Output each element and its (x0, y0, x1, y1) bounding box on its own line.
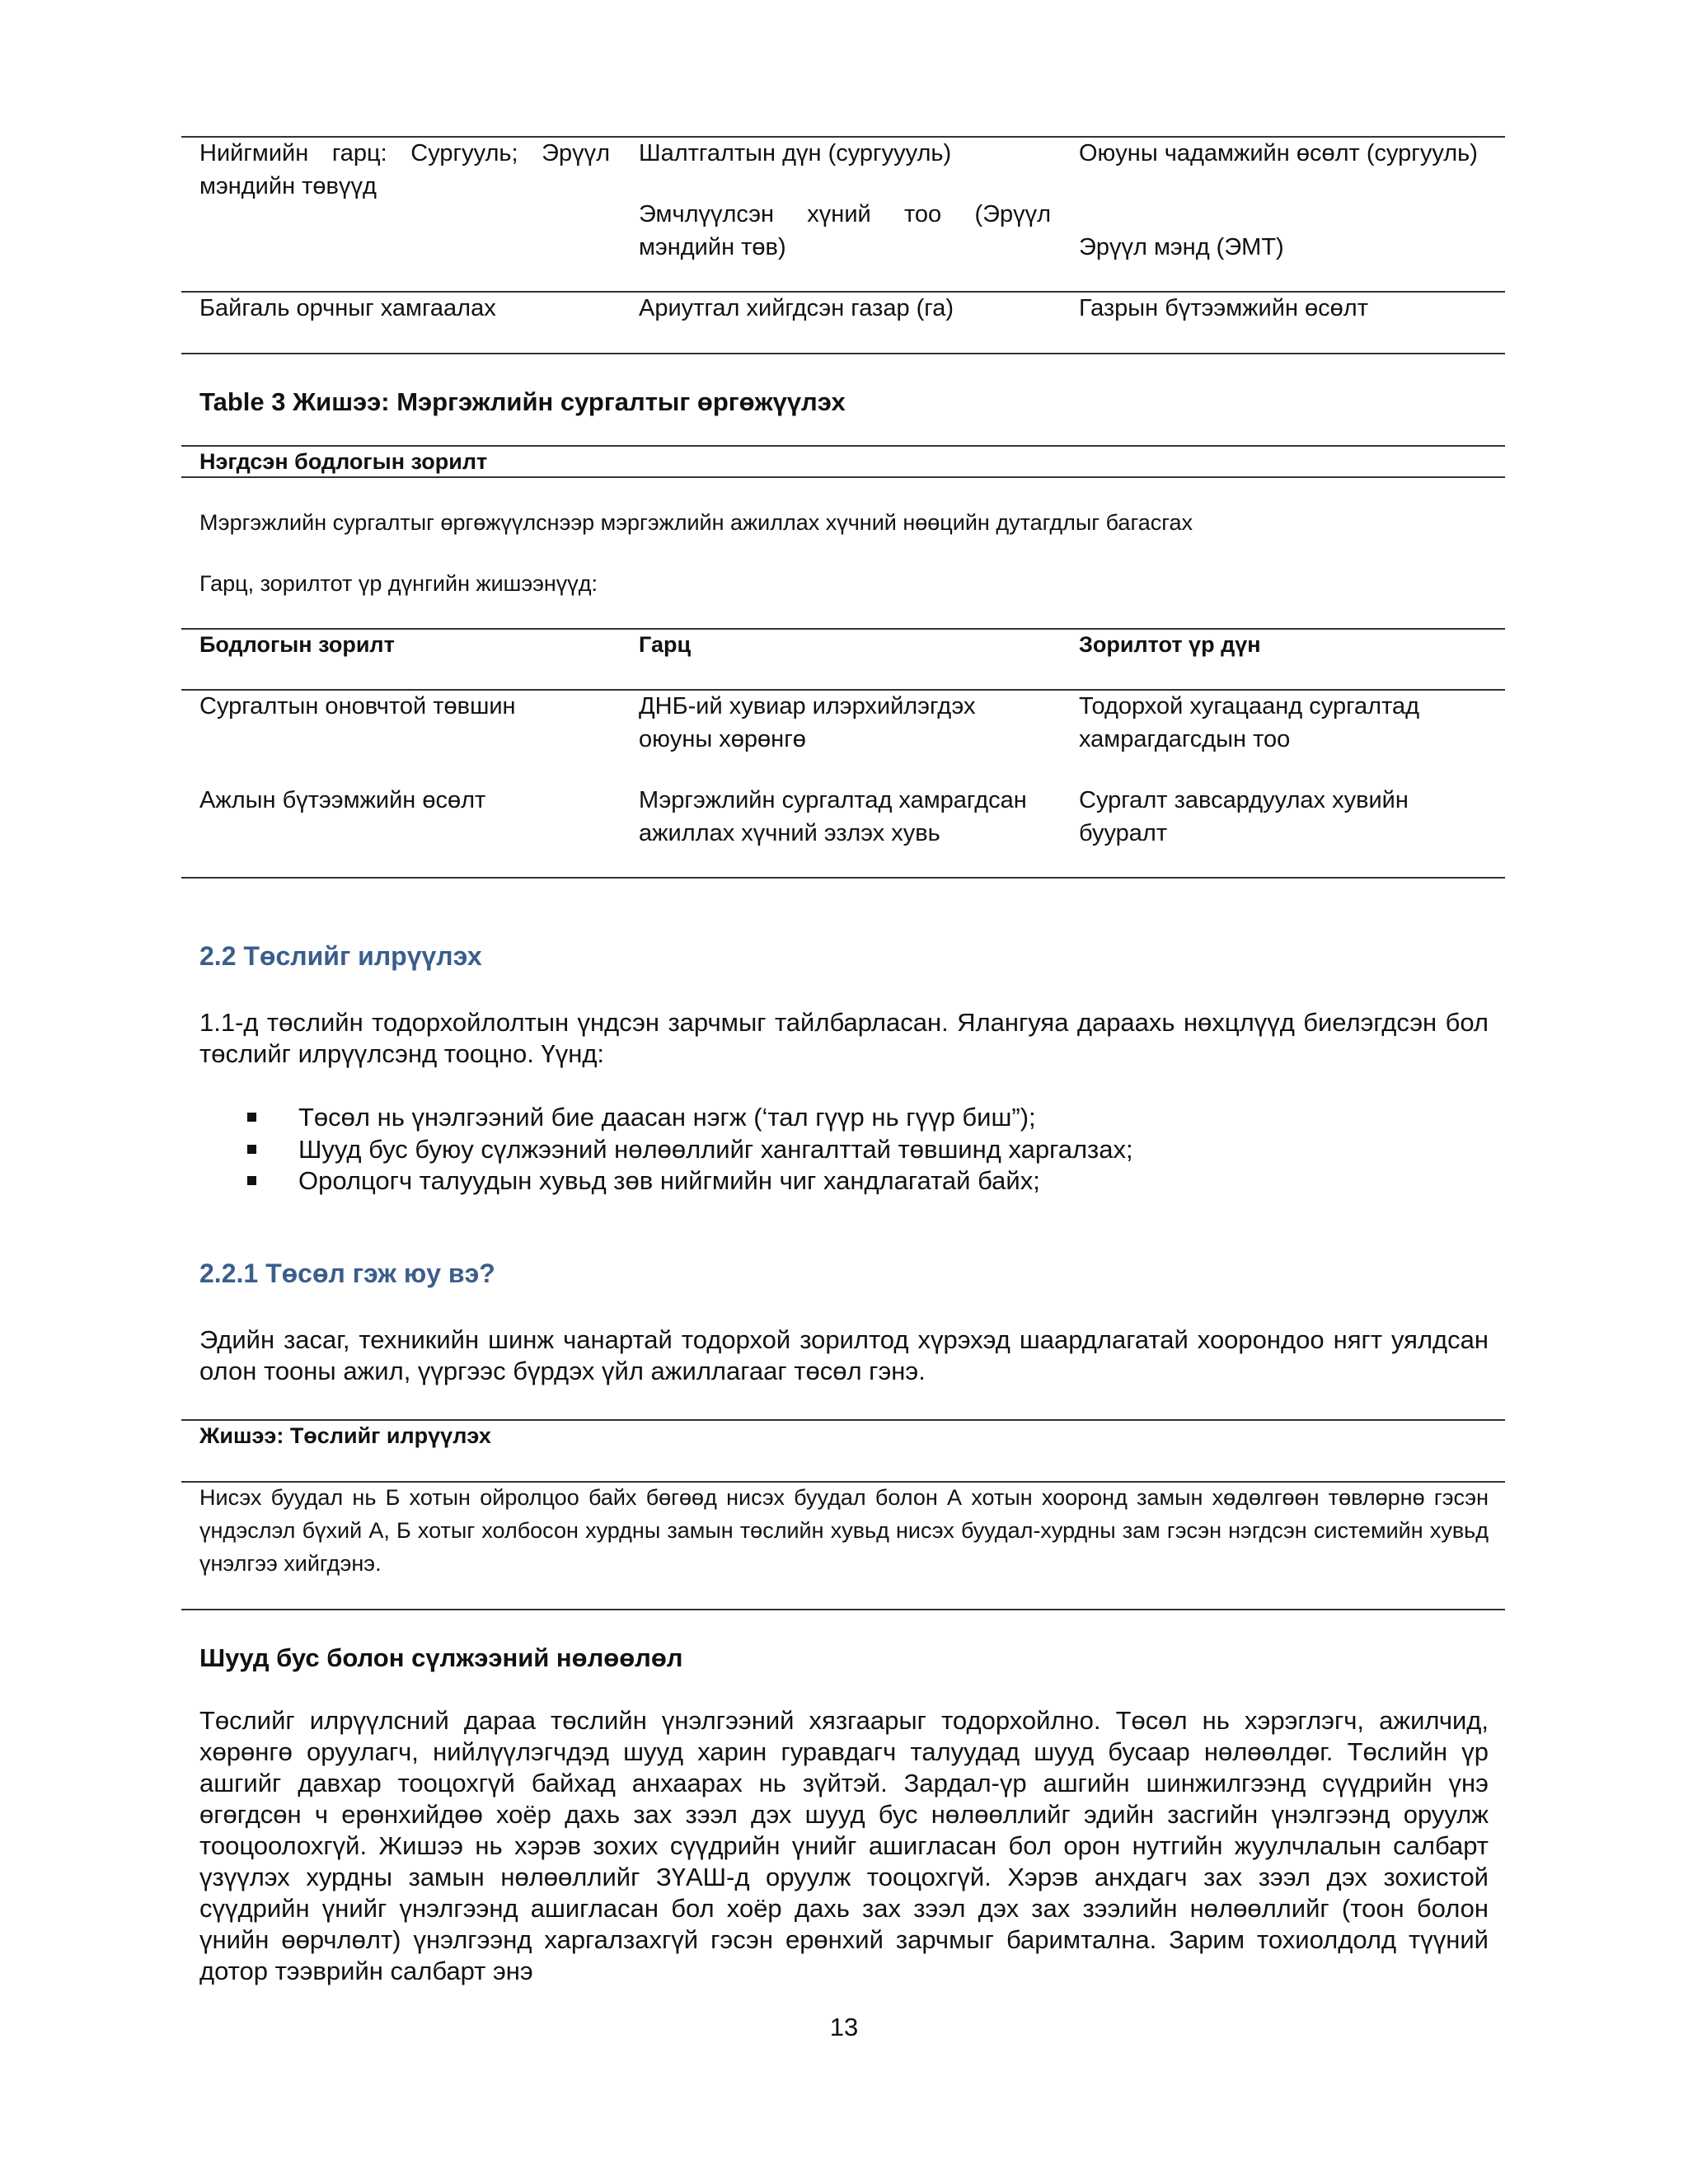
table3-col-header: Гарц (639, 632, 692, 657)
table-cell: Газрын бүтээмжийн өсөлт (1079, 295, 1368, 321)
table-cell: Ариутгал хийгдсэн газар (га) (639, 295, 954, 321)
bullet-icon (247, 1176, 256, 1185)
page-number: 13 (829, 2013, 859, 2041)
example-title: Жишээ: Төслийг илрүүлэх (199, 1423, 491, 1448)
example-text: Нисэх буудал нь Б хотын ойролцоо байх бөгөөд нисэх буудал болон А хотын хооронд замын хөдөлгөөн төвлөрнө гэсэн үндэслэл бүхий А, Б хотыг холбосон хурдны замын төслийн хувьд нисэх буудал-хурдны зам гэсэн нэгдсэн системийн хувьд үнэлгээ хийгдэнэ. (199, 1485, 1489, 1576)
table-cell: Оюуны чадамжийн өсөлт (сургууль) (1079, 140, 1478, 166)
table-cell: Эрүүл мэнд (ЭМТ) (1079, 234, 1284, 260)
bullet-icon (247, 1145, 256, 1154)
table-cell: Байгаль орчныг хамгаалах (199, 295, 496, 321)
table-cell: Шалтгалтын дүн (сургуууль) (639, 140, 952, 166)
list-item-text: Оролцогч талуудын хувьд зөв нийгмийн чиг хандлагатай байх; (298, 1166, 1040, 1195)
section-paragraph: 1.1-д төслийн тодорхойлолтын үндсэн зарчмыг тайлбарласан. Ялангуяа дараахь нөхцлүүд биелэгдсэн бол төслийг илрүүлсэнд тооцно. Үүнд: (199, 1008, 1489, 1068)
table3-cell: ДНБ-ий хувиар илэрхийлэгдэх оюуны хөрөнгө (639, 693, 976, 752)
table-bottom-rule (181, 353, 1505, 354)
table3-goal-header: Нэгдсэн бодлогын зорилт (199, 449, 488, 474)
section-heading: 2.2 Төслийг илрүүлэх (199, 941, 482, 971)
section-heading: 2.2.1 Төсөл гэж юу вэ? (199, 1258, 495, 1288)
table3-cell: Мэргэжлийн сургалтад хамрагдсан ажиллах хүчний эзлэх хувь (639, 787, 1027, 846)
bullet-icon (247, 1113, 256, 1122)
section-paragraph: Төслийг илрүүлсний дараа төслийн үнэлгээний хязгаарыг тодорхойлно. Төсөл нь хэрэглэгч, ажилчид, хөрөнгө оруулагч, нийлүүлэгчдэд шууд харин гуравдагч талуудад шууд бусаар нөлөөлдөг. Төслийн үр ашгийг давхар тооцохгүй байхад анхаарах нь зүйтэй. Зардал-үр ашгийн шинжилгээнд сүүдрийн үнэ өгөгдсөн ч ерөнхийдөө хоёр дахь зах зээл дэх шууд бус нөлөөллийг эдийн засгийн үнэлгээнд оруулж тооцоолохгүй. Жишээ нь хэрэв зохих сүүдрийн үнийг ашигласан бол орон нутгийн жуулчлалын салбарт үзүүлэх хурдны замын нөлөөллийг ЗҮАШ-д оруулж тооцохгүй. Хэрэв анхдагч зах зээл дэх зохистой сүүдрийн үнийг үнэлгээнд ашигласан бол хоёр дахь зах зээл дэх зах зээлийн нөлөөллийг (тоон болон үнийн өөрчлөлт) үнэлгээнд харгалзахгүй гэсэн ерөнхий зарчмыг баримтална. Зарим тохиолдолд түүний дотор тээврийн салбарт энэ (199, 1706, 1489, 1985)
table-cell: Эмчлүүлсэн хүний тоо (Эрүүл мэндийн төв) (639, 201, 1051, 260)
table3-goal-text: Мэргэжлийн сургалтыг өргөжүүлснээр мэргэжлийн ажиллах хүчний нөөцийн дутагдлыг багасгах (199, 510, 1193, 535)
table3-cell: Ажлын бүтээмжийн өсөлт (199, 787, 486, 813)
table3-cell: Сургалт завсардуулах хувийн бууралт (1079, 787, 1409, 846)
table3-cell: Сургалтын оновчтой төвшин (199, 693, 516, 719)
table3-goal-rule (181, 476, 1505, 478)
table3-examples-label: Гарц, зорилтот үр дүнгийн жишээнүүд: (199, 571, 598, 596)
table3-bottom-rule (181, 877, 1505, 879)
list-item-text: Төсөл нь үнэлгээний бие даасан нэгж (‘тал гүүр нь гүүр биш”); (298, 1103, 1036, 1132)
section-paragraph: Эдийн засаг, техникийн шинж чанартай тодорхой зорилтод хүрэхэд шаардлагатай хоорондоо нягт уялдсан олон тооны ажил, үүргээс бүрдэх үйл ажиллагааг төсөл гэнэ. (199, 1325, 1489, 1385)
list-item-text: Шууд бус буюу сүлжээний нөлөөллийг хангалттай төвшинд харгалзах; (298, 1135, 1133, 1164)
table-cell: Нийгмийн гарц: Сургууль; Эрүүл мэндийн төвүүд (199, 140, 610, 199)
table3-col-header: Зорилтот үр дүн (1079, 632, 1261, 657)
subsection-heading: Шууд бус болон сүлжээний нөлөөлөл (199, 1643, 683, 1672)
table3-cell: Тодорхой хугацаанд сургалтад хамрагдагсдын тоо (1079, 693, 1420, 752)
example-bottom-rule (181, 1609, 1505, 1610)
table-caption: Table 3 Жишээ: Мэргэжлийн сургалтыг өргөжүүлэх (199, 387, 846, 416)
table3-col-header: Бодлогын зорилт (199, 632, 395, 657)
